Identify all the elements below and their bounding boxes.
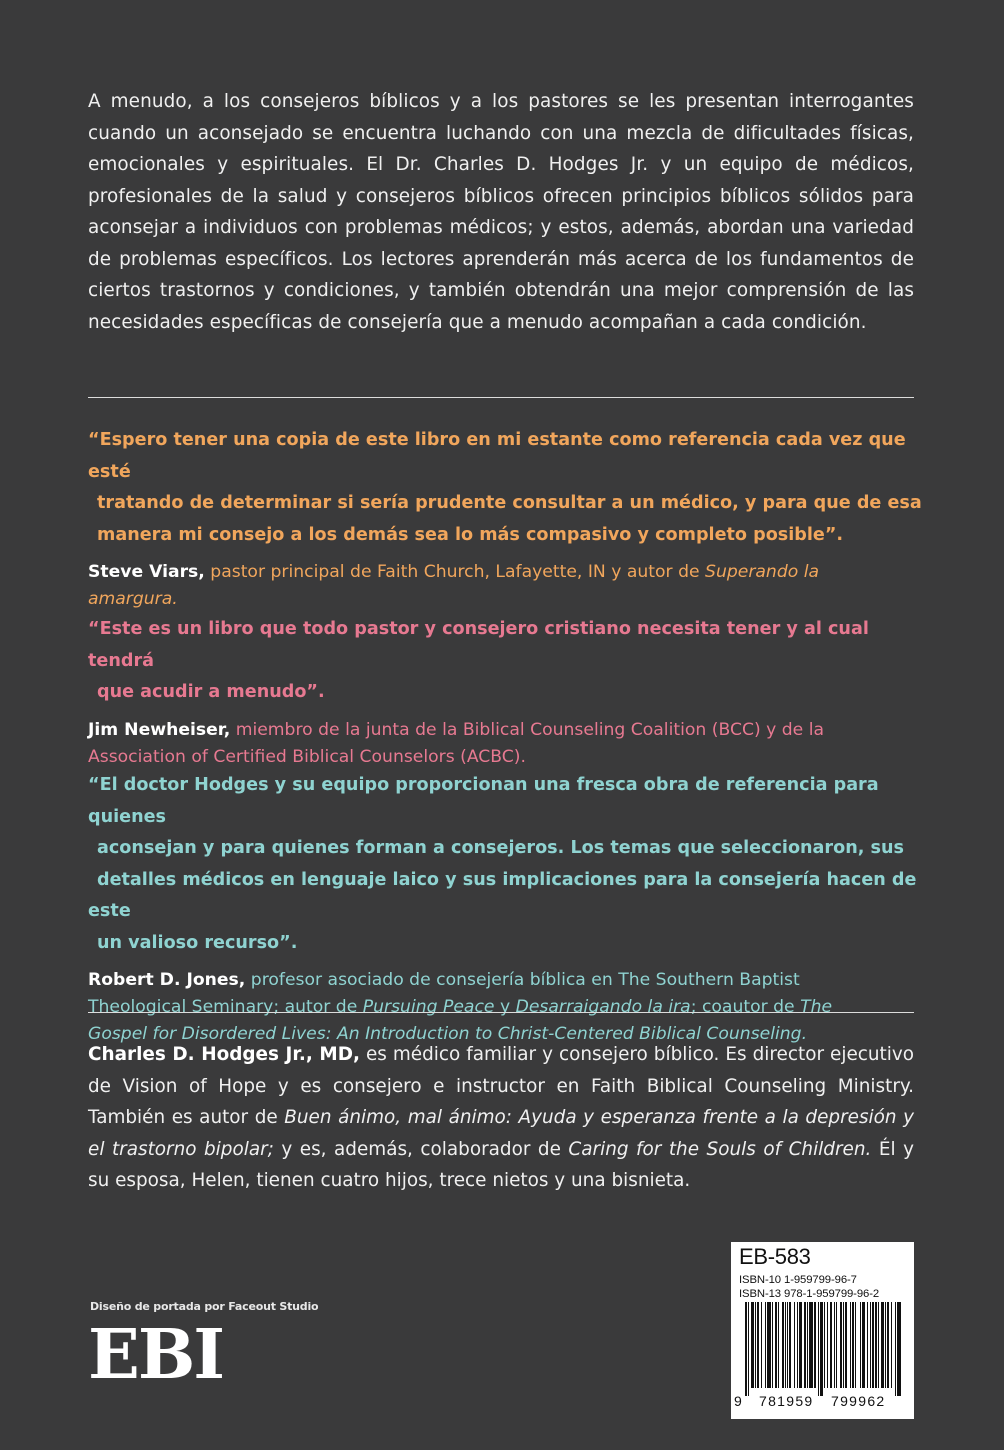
barcode-bar [840, 1302, 842, 1388]
barcode-bar [755, 1302, 756, 1388]
endorsement-attribution [82, 717, 922, 771]
barcode-bar [895, 1302, 896, 1396]
quote-line: tratando de determinar si sería prudente consultar a un médico, y para que de esa [97, 493, 922, 513]
endorser-name: Steve Viars, [88, 562, 205, 582]
endorser-desc-b2: y [494, 997, 516, 1017]
barcode-bar [799, 1302, 802, 1388]
author-bio [88, 1039, 914, 1197]
barcode-bar [767, 1302, 771, 1388]
book-title: Pursuing Peace [362, 997, 495, 1017]
barcode-digit-first: 9 [734, 1393, 744, 1409]
barcode-bar [745, 1302, 747, 1396]
barcode-bar [867, 1302, 868, 1388]
bio-text: y es, además, colaborador de [273, 1138, 569, 1160]
barcode-bar [820, 1302, 823, 1396]
endorsement-quote [82, 614, 922, 709]
endorser-desc-b: Theological Seminary; autor de [88, 997, 363, 1017]
endorser-desc-cont: Association of Certified Biblical Counselors (ACBC). [88, 746, 526, 767]
bio-book-title: Buen ánimo, mal ánimo: Ayuda y esperanza frente a la depresión y el trastorno bipolar; [88, 1107, 915, 1160]
barcode-digits-right: 799962 [831, 1393, 886, 1409]
barcode-bar [757, 1302, 759, 1388]
barcode-label [731, 1242, 914, 1419]
endorsement-newheiser [82, 614, 922, 771]
barcode-digits-left: 781959 [759, 1393, 814, 1409]
barcode-bar [807, 1302, 808, 1388]
intro-paragraph: A menudo, a los consejeros bíblicos y a los pastores se les presentan interrogantes cuando un aconsejado se encuentra luchando con una mezcla de dificultades físicas, emocionales y espirituales. El Dr. Charles D. Hodges Jr. y un equipo de médicos, profesionales de la salud y consejeros bíblicos ofrecen principios bíblicos sólidos para aconsejar a individuos con problemas médicos; y estos, además, abordan una variedad de problemas específicos. Los lectores aprenderán más acerca de los fundamentos de ciertos trastornos y condiciones, y también obtendrán una mejor comprensión de las necesidades específicas de consejería que a menudo acompañan a cada condición. [88, 91, 914, 333]
barcode-bars [743, 1302, 903, 1396]
barcode-bar [794, 1302, 795, 1388]
barcode-bar [872, 1302, 874, 1388]
barcode-bar [891, 1302, 892, 1388]
isbn-10: ISBN-10 1-959799-96-7 [739, 1274, 857, 1286]
barcode-bar [761, 1302, 762, 1388]
endorser-name: Jim Newheiser, [88, 719, 231, 740]
quote-line: “Espero tener una copia de este libro en mi estante como referencia cada vez que esté [88, 430, 906, 482]
author-name: Charles D. Hodges Jr., MD, [88, 1044, 360, 1065]
barcode-bar [881, 1302, 884, 1388]
divider-top [88, 397, 914, 398]
barcode-bar [809, 1302, 813, 1388]
barcode-bar [845, 1302, 847, 1388]
barcode-bar [862, 1302, 865, 1388]
quote-line: manera mi consejo a los demás sea lo más compasivo y completo posible”. [97, 524, 844, 545]
barcode-bar [870, 1302, 871, 1388]
cover-design-credit: Diseño de portada por Faceout Studio [90, 1300, 319, 1313]
bio-text: es médico familiar y consejero bíblico. Es director ejecutivo de Vision of Hope y es consejero e instructor en Faith Biblical Counseling Ministry. También es autor de [88, 1044, 914, 1128]
barcode-bar [834, 1302, 835, 1388]
barcode-bar [830, 1302, 832, 1388]
barcode-bar [778, 1302, 779, 1388]
quote-line: un valioso recurso”. [97, 932, 298, 953]
barcode-bar [748, 1302, 749, 1396]
barcode-bar [887, 1302, 889, 1388]
quote-line: “El doctor Hodges y su equipo proporcionan una fresca obra de referencia para quienes [88, 775, 879, 827]
quote-line: aconsejan y para quienes forman a consejeros. Los temas que seleccionaron, sus [97, 838, 904, 858]
barcode-bar [785, 1302, 786, 1388]
barcode-bar [772, 1302, 773, 1388]
barcode-bar [850, 1302, 851, 1388]
bio-book-title: Caring for the Souls of Children. [568, 1138, 872, 1160]
endorser-desc-b3: ; coautor de [690, 997, 801, 1017]
book-title: The [800, 997, 833, 1017]
bio-text: Él y su esposa, Helen, tienen cuatro hijos, trece nietos y una bisnieta. [88, 1138, 915, 1191]
barcode-bar [878, 1302, 879, 1388]
endorsement-attribution [82, 559, 922, 613]
barcode-bar [775, 1302, 777, 1388]
barcode-bar [843, 1302, 844, 1388]
barcode-bar [787, 1302, 788, 1388]
quote-line: “Este es un libro que todo pastor y consejero cristiano necesita tener y al cual tendrá [88, 619, 869, 671]
barcode-bar [824, 1302, 825, 1388]
barcode-bar [885, 1302, 886, 1388]
barcode-bar [782, 1302, 784, 1388]
barcode-bar [836, 1302, 837, 1388]
barcode-bar [855, 1302, 856, 1388]
publisher-logo: EBI [88, 1315, 224, 1395]
endorsement-viars [82, 425, 922, 613]
endorsement-attribution [82, 967, 922, 1048]
quote-line: detalles médicos en lenguaje laico y sus implicaciones para la consejería hacen de este [88, 869, 917, 921]
product-code: EB-583 [739, 1244, 811, 1269]
book-title-cont: Gospel for Disordered Lives: An Introduction to Christ-Centered Biblical Counseling. [88, 1024, 808, 1044]
book-title: Desarraigando la ira [515, 997, 691, 1017]
barcode-bar [789, 1302, 791, 1388]
barcode-bar [897, 1302, 901, 1396]
quote-line: que acudir a menudo”. [97, 682, 325, 702]
isbn-13: ISBN-13 978-1-959799-96-2 [739, 1288, 880, 1300]
endorsement-jones [82, 770, 922, 1048]
book-title: Superando la [705, 562, 820, 582]
divider-bottom [88, 1012, 914, 1013]
endorser-desc: profesor asociado de consejería bíblica en The Southern Baptist [250, 970, 800, 990]
barcode-bar [751, 1302, 754, 1388]
endorser-desc: pastor principal de Faith Church, Lafayette, IN y autor de [210, 562, 706, 582]
barcode-bar [804, 1302, 806, 1388]
book-title-cont: amargura. [88, 589, 178, 609]
barcode-bar [860, 1302, 861, 1388]
barcode-bar [875, 1302, 877, 1388]
barcode-bar [797, 1302, 798, 1388]
barcode-bar [827, 1302, 828, 1388]
endorsement-quote [82, 425, 922, 551]
barcode-bar [852, 1302, 854, 1388]
barcode-bar [814, 1302, 816, 1388]
endorser-name: Robert D. Jones, [88, 970, 246, 990]
barcode-bar [765, 1302, 766, 1388]
endorsement-quote [82, 770, 922, 959]
endorser-desc: miembro de la junta de la Biblical Counseling Coalition (BCC) y de la [235, 719, 825, 740]
barcode-bar [818, 1302, 819, 1396]
